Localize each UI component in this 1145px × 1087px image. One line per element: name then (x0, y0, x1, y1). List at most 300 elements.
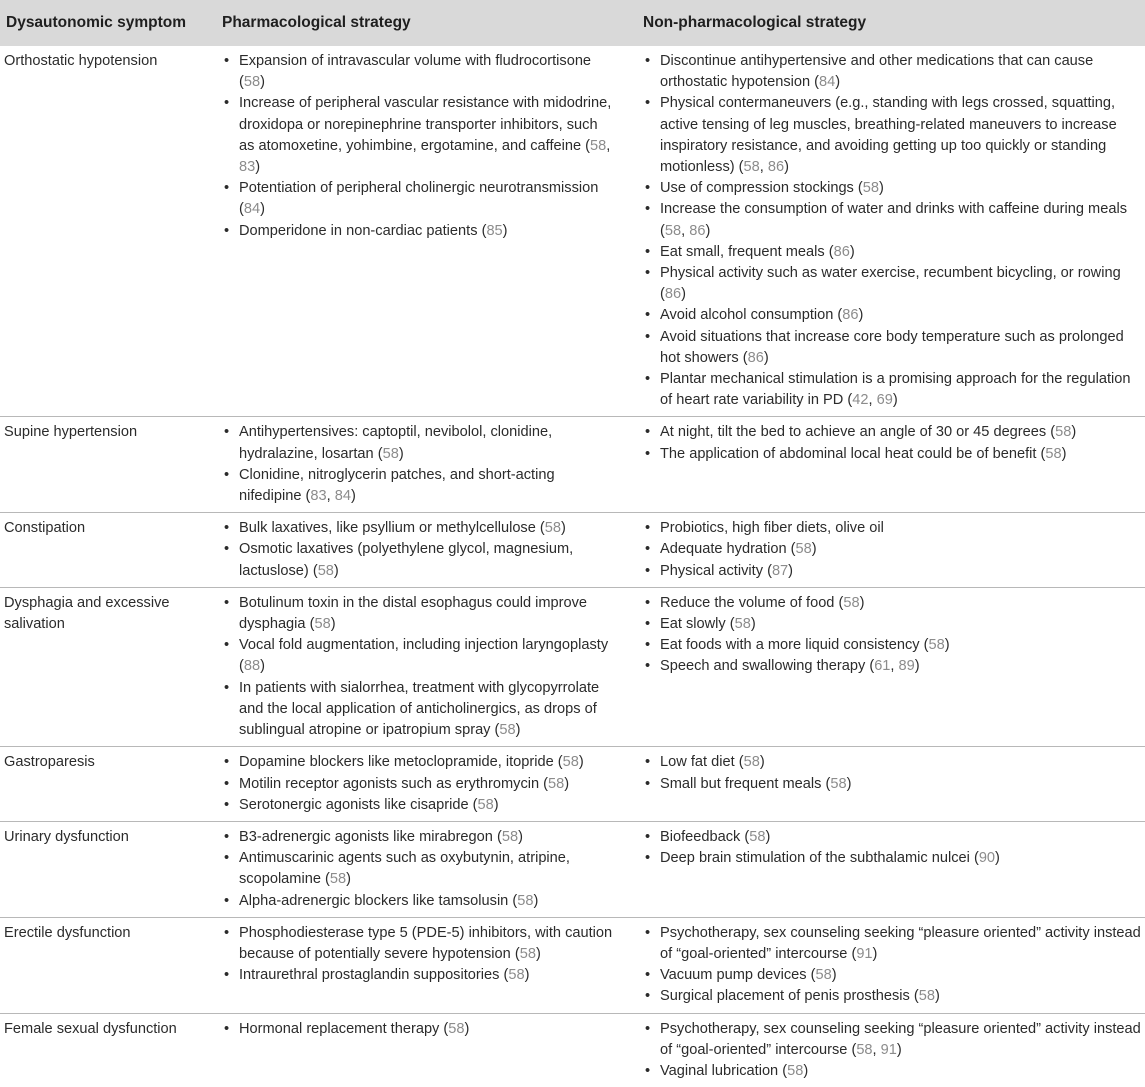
strategy-item (222, 827, 615, 848)
citation-link[interactable]: 58 (508, 967, 525, 984)
symptom-cell: Dysphagia and excessive salivation (4, 594, 170, 633)
strategy-item (643, 752, 1143, 773)
citation-link[interactable]: 58 (477, 796, 494, 813)
pharmacological-cell (222, 747, 643, 822)
ref-paren: ) (515, 722, 521, 739)
strategy-item (222, 593, 615, 635)
citation-link[interactable]: 58 (856, 1041, 873, 1058)
ref-paren: ( (782, 1062, 788, 1079)
table-row (0, 1013, 1145, 1087)
non-pharmacological-cell (643, 747, 1145, 822)
ref-paren: ) (330, 616, 336, 633)
ref-paren: ( (239, 201, 244, 218)
ref-paren: ) (1061, 445, 1067, 462)
strategy-text: Botulinum toxin in the distal esophagus could improve dysphagia (239, 594, 588, 633)
strategy-text: Surgical placement of penis prosthesis (660, 988, 914, 1005)
strategy-text: Increase the consumption of water and drinks with caffeine during meals (660, 201, 1127, 218)
citation-link[interactable]: 86 (767, 159, 785, 176)
citation-link[interactable]: 87 (771, 562, 789, 579)
strategy-item (643, 539, 1143, 560)
non-pharmacological-cell (643, 1013, 1145, 1087)
ref-paren: ) (892, 392, 898, 409)
symptom-cell: Erectile dysfunction (4, 924, 131, 941)
citation-link[interactable]: 84 (819, 74, 836, 91)
citation-link[interactable]: 58 (562, 754, 579, 771)
strategy-text: Potentiation of peripheral cholinergic neurotransmission (239, 180, 599, 197)
strategy-text: Osmotic laxatives (polyethylene glycol, magnesium, lactuslose) (239, 541, 574, 579)
strategy-text: Avoid situations that increase core body temperature such as prolonged hot showers (660, 328, 1124, 366)
header-row (0, 0, 1145, 46)
ref-paren: ( (857, 180, 863, 197)
ref-paren: ) (803, 1062, 809, 1079)
strategy-text: Plantar mechanical stimulation is a promising approach for the regulation of heart rate variability in PD (660, 371, 1131, 409)
strategy-text: Physical contermaneuvers (e.g., standing with legs crossed, squatting, active tensing of leg muscles, breathing-related maneuvers to increase inspiratory resistance, and avoiding getting up too quickly or standing motionless) (660, 95, 1117, 176)
citation-link[interactable]: 58 (749, 828, 766, 845)
ref-paren: ( (1050, 424, 1056, 441)
strategy-text: In patients with sialorrhea, treatment with glycopyrrolate and the local application of anticholinergics, as drops of sublingual atropine or ipatropium spray (239, 679, 600, 739)
pharmacological-cell (222, 46, 643, 417)
citation-link[interactable]: 58 (1045, 445, 1062, 462)
ref-paren: ) (346, 871, 351, 888)
ref-paren: ) (351, 488, 356, 505)
ref-paren: ( (377, 445, 383, 462)
strategy-text: Vaginal lubrication (660, 1062, 783, 1079)
strategy-item (222, 678, 615, 742)
strategy-text: Psychotherapy, sex counseling seeking “pleasure oriented” activity instead of “goal-oriented” intercourse (660, 1020, 1141, 1058)
citation-link[interactable]: 89 (898, 658, 915, 675)
citation-link[interactable]: 58 (519, 945, 536, 962)
strategy-item (643, 199, 1143, 241)
strategy-item (643, 1061, 1143, 1082)
ref-paren: ) (502, 222, 508, 239)
strategy-list (222, 518, 615, 582)
strategy-item (643, 93, 1143, 178)
strategy-list (643, 752, 1143, 794)
ref-paren: ( (1040, 445, 1046, 462)
strategy-text: Small but frequent meals (660, 775, 826, 792)
strategy-text: Vacuum pump devices (660, 967, 811, 984)
ref-paren: ( (851, 945, 857, 962)
strategy-item (643, 561, 1143, 582)
table-row (0, 417, 1145, 513)
ref-paren: ) (578, 754, 584, 771)
citation-link[interactable]: 58 (329, 871, 347, 888)
citation-link[interactable]: 58 (743, 754, 760, 771)
strategy-text: Avoid alcohol consumption (660, 307, 838, 324)
strategy-item (222, 635, 615, 677)
strategy-list (222, 827, 615, 912)
strategy-text: Physical activity (660, 562, 768, 579)
strategy-item (643, 614, 1143, 635)
strategy-list (222, 422, 615, 507)
strategy-item (222, 795, 615, 816)
ref-paren: ) (859, 594, 865, 611)
ref-paren: ) (398, 445, 404, 462)
citation-link[interactable]: 58 (862, 180, 880, 197)
ref-paren: ( (472, 796, 478, 813)
ref-paren: ( (790, 541, 796, 558)
strategy-item (643, 965, 1143, 986)
citation-link[interactable]: 58 (517, 892, 534, 909)
ref-paren: ) (518, 828, 523, 845)
strategy-item (222, 891, 615, 912)
symptom-cell: Urinary dysfunction (4, 828, 129, 845)
strategy-text: Clonidine, nitroglycerin patches, and short-acting nifedipine (239, 466, 555, 505)
table-row (0, 513, 1145, 588)
strategy-item (222, 178, 615, 220)
ref-paren: ( (543, 775, 549, 792)
ref-paren: ( (494, 722, 500, 739)
strategy-item (643, 827, 1143, 848)
strategy-item (643, 774, 1143, 795)
strategy-list (643, 827, 1143, 869)
ref-paren: ) (260, 74, 265, 91)
strategy-item (222, 923, 615, 965)
citation-link[interactable]: 86 (664, 286, 682, 303)
ref-paren: ( (443, 1020, 449, 1037)
strategy-text: Antimuscarinic agents such as oxybutynin, atripine, scopolamine (239, 850, 570, 888)
citation-link[interactable]: 88 (243, 658, 261, 675)
citation-link[interactable]: 86 (833, 243, 850, 260)
table-body (0, 46, 1145, 1087)
citation-link[interactable]: 58 (448, 1020, 465, 1037)
ref-paren: ) (535, 945, 541, 962)
strategy-text: Low fat diet (660, 754, 739, 771)
strategy-list (643, 923, 1143, 1008)
ref-paren: ) (849, 243, 855, 260)
strategy-item (643, 635, 1143, 656)
citation-link[interactable]: 91 (880, 1041, 897, 1058)
strategy-text: Speech and swallowing therapy (660, 658, 870, 675)
citation-link[interactable]: 86 (842, 307, 859, 324)
ref-paren: ) (846, 775, 852, 792)
strategy-item (222, 422, 615, 464)
strategy-list (222, 752, 615, 816)
ref-paren: ( (825, 775, 831, 792)
ref-paren: ( (869, 658, 875, 675)
ref-paren: ) (681, 286, 686, 303)
pharmacological-cell (222, 821, 643, 917)
citation-link[interactable]: 58 (743, 159, 760, 176)
ref-paren: ( (810, 967, 816, 984)
citation-link[interactable]: 91 (856, 945, 873, 962)
citation-link[interactable]: 84 (334, 488, 351, 505)
ref-paren: ( (305, 488, 311, 505)
strategy-item (643, 242, 1143, 263)
strategy-item (222, 518, 615, 539)
ref-paren: ) (524, 967, 530, 984)
ref-paren: ( (481, 222, 487, 239)
strategy-text: Alpha-adrenergic blockers like tamsolusin (239, 892, 513, 909)
ref-paren: ) (765, 828, 771, 845)
pharmacological-cell (222, 917, 643, 1013)
strategy-item (643, 848, 1143, 869)
strategy-text: Deep brain stimulation of the subthalamic nulcei (660, 850, 974, 867)
ref-paren: ( (539, 520, 545, 537)
citation-link[interactable]: 58 (548, 775, 565, 792)
ref-paren: ) (333, 562, 339, 579)
strategy-item (222, 1019, 615, 1040)
ref-paren: ( (847, 392, 853, 409)
strategy-text: Hormonal replacement therapy (239, 1020, 444, 1037)
strategy-text: Physical activity such as water exercise, recumbent bicycling, or rowing (660, 265, 1121, 282)
strategy-item (643, 593, 1143, 614)
ref-paren: ( (837, 307, 843, 324)
strategy-item (643, 327, 1143, 369)
strategy-item (643, 178, 1143, 199)
strategy-list (643, 51, 1143, 411)
strategy-item (222, 51, 615, 93)
ref-paren: ) (464, 1020, 470, 1037)
table-row (0, 587, 1145, 746)
ref-separator: , (868, 392, 877, 409)
ref-paren: ( (512, 892, 518, 909)
strategy-item (222, 752, 615, 773)
ref-paren: ) (872, 945, 878, 962)
ref-separator: , (890, 658, 899, 675)
citation-link[interactable]: 42 (852, 392, 869, 409)
strategy-item (222, 465, 615, 507)
ref-paren: ) (750, 616, 756, 633)
citation-link[interactable]: 58 (830, 775, 847, 792)
symptom-cell: Orthostatic hypotension (4, 53, 158, 69)
citation-link[interactable]: 58 (317, 562, 334, 579)
ref-paren: ) (564, 775, 570, 792)
ref-paren: ) (831, 967, 837, 984)
strategy-text: Dopamine blockers like metoclopramide, itopride (239, 754, 558, 771)
ref-paren: ( (744, 828, 750, 845)
pharmacological-cell (222, 587, 643, 746)
citation-link[interactable]: 85 (486, 222, 503, 239)
citation-link[interactable]: 58 (928, 637, 945, 654)
symptom-cell: Supine hypertension (4, 424, 138, 441)
strategy-text: B3-adrenergic agonists like mirabregon (239, 828, 497, 845)
strategy-list (222, 923, 615, 987)
ref-paren: ) (896, 1041, 902, 1058)
strategy-item (222, 965, 615, 986)
strategy-item (643, 263, 1143, 305)
strategy-text: Bulk laxatives, like psyllium or methylcellulose (239, 520, 540, 537)
citation-link[interactable]: 58 (918, 988, 936, 1005)
ref-paren: ) (858, 307, 864, 324)
ref-paren: ( (913, 988, 919, 1005)
ref-separator: , (872, 1041, 881, 1058)
strategy-list (643, 1019, 1143, 1083)
symptom-cell: Gastroparesis (4, 754, 95, 771)
strategy-text: Intraurethral prostaglandin suppositories (239, 967, 504, 984)
citation-link[interactable]: 58 (815, 967, 832, 984)
citation-link[interactable]: 58 (787, 1062, 804, 1079)
header-non-pharmacological: Non-pharmacological strategy (643, 14, 867, 31)
ref-paren: ( (585, 137, 591, 154)
non-pharmacological-cell (643, 513, 1145, 588)
citation-link[interactable]: 58 (664, 222, 682, 239)
citation-link[interactable]: 84 (243, 201, 261, 218)
citation-link[interactable]: 69 (876, 392, 893, 409)
citation-link[interactable]: 58 (734, 616, 751, 633)
table-row (0, 917, 1145, 1013)
ref-paren: ( (973, 850, 979, 867)
ref-paren: ) (759, 754, 765, 771)
non-pharmacological-cell (643, 821, 1145, 917)
pharmacological-cell (222, 417, 643, 513)
citation-link[interactable]: 58 (1055, 424, 1072, 441)
ref-paren: ) (788, 562, 794, 579)
strategy-item (643, 444, 1143, 465)
strategy-list (222, 51, 615, 242)
citation-link[interactable]: 58 (795, 541, 812, 558)
strategy-text: Phosphodiesterase type 5 (PDE-5) inhibitors, with caution because of potentially severe hypotension (239, 924, 613, 962)
citation-link[interactable]: 58 (590, 137, 607, 154)
ref-paren: ( (729, 616, 735, 633)
citation-link[interactable]: 83 (239, 159, 256, 176)
ref-paren: ( (503, 967, 509, 984)
ref-paren: ) (914, 658, 920, 675)
strategy-text: Motilin receptor agonists such as erythromycin (239, 775, 544, 792)
ref-paren: ( (514, 945, 520, 962)
strategy-text: Biofeedback (660, 828, 745, 845)
strategy-item (222, 93, 615, 178)
ref-paren: ( (828, 243, 834, 260)
strategy-item (222, 539, 615, 581)
ref-paren: ) (255, 159, 261, 176)
strategy-text: Reduce the volume of food (660, 594, 839, 611)
strategy-text: Psychotherapy, sex counseling seeking “pleasure oriented” activity instead of “goal-oriented” intercourse (660, 924, 1141, 962)
ref-paren: ( (742, 349, 748, 366)
ref-paren: ) (879, 180, 884, 197)
ref-paren: ) (493, 796, 499, 813)
strategy-text: Adequate hydration (660, 541, 791, 558)
table-header (0, 0, 1145, 46)
ref-paren: ( (814, 74, 820, 91)
ref-separator: , (681, 222, 690, 239)
ref-paren: ( (557, 754, 563, 771)
strategy-item (643, 518, 1143, 539)
ref-paren: ( (767, 562, 772, 579)
strategy-text: Increase of peripheral vascular resistance with midodrine, droxidopa or norepinephrine transporter inhibitors, such as atomoxetine, yohimbine, ergotamine, and caffeine (239, 95, 612, 154)
ref-paren: ) (260, 201, 265, 218)
ref-paren: ) (935, 988, 940, 1005)
ref-paren: ) (835, 74, 841, 91)
citation-link[interactable]: 58 (501, 828, 519, 845)
symptom-cell: Female sexual dysfunction (4, 1020, 177, 1037)
strategy-text: Domperidone in non-cardiac patients (239, 222, 482, 239)
citation-link[interactable]: 83 (310, 488, 327, 505)
strategy-list (643, 518, 1143, 582)
ref-paren: ( (309, 616, 315, 633)
non-pharmacological-cell (643, 417, 1145, 513)
table-row (0, 821, 1145, 917)
citation-link[interactable]: 86 (689, 222, 706, 239)
strategy-item (643, 986, 1143, 1007)
strategy-text: Antihypertensives: captoptil, nevibolol, clonidine, hydralazine, losartan (239, 424, 553, 462)
strategy-item (643, 923, 1143, 965)
ref-paren: ( (660, 286, 665, 303)
ref-paren: ( (239, 658, 244, 675)
strategy-list (643, 422, 1143, 464)
ref-paren: ( (239, 74, 244, 91)
header-symptom: Dysautonomic symptom (6, 14, 187, 31)
strategy-text: Eat foods with a more liquid consistency (660, 637, 924, 654)
ref-paren: ) (784, 159, 789, 176)
header-pharmacological: Pharmacological strategy (222, 14, 411, 31)
ref-paren: ) (533, 892, 539, 909)
strategy-text: Use of compression stockings (660, 180, 858, 197)
strategy-text: Eat slowly (660, 616, 730, 633)
citation-link[interactable]: 61 (874, 658, 891, 675)
strategy-text: Vocal fold augmentation, including injection laryngoplasty (239, 637, 609, 654)
non-pharmacological-cell (643, 917, 1145, 1013)
ref-paren: ( (838, 594, 844, 611)
strategy-item (643, 422, 1143, 443)
strategy-item (643, 369, 1143, 411)
strategy-text: Serotonergic agonists like cisapride (239, 796, 473, 813)
strategy-item (222, 221, 615, 242)
ref-paren: ( (312, 562, 318, 579)
strategy-item (643, 51, 1143, 93)
ref-paren: ) (763, 349, 769, 366)
ref-paren: ( (923, 637, 929, 654)
strategy-text: Eat small, frequent meals (660, 243, 829, 260)
ref-paren: ) (811, 541, 817, 558)
strategy-text: Discontinue antihypertensive and other medications that can cause orthostatic hypotension (660, 53, 1094, 91)
strategy-item (222, 848, 615, 890)
ref-paren: ( (851, 1041, 857, 1058)
ref-paren: ( (496, 828, 502, 845)
ref-paren: ) (944, 637, 950, 654)
citation-link[interactable]: 58 (843, 594, 860, 611)
ref-paren: ) (705, 222, 711, 239)
citation-link[interactable]: 58 (243, 74, 261, 91)
strategy-text: Expansion of intravascular volume with fludrocortisone (239, 53, 592, 69)
citation-link[interactable]: 58 (544, 520, 562, 537)
strategy-text: The application of abdominal local heat could be of benefit (660, 445, 1041, 462)
ref-paren: ( (325, 871, 330, 888)
citation-link[interactable]: 58 (499, 722, 516, 739)
citation-link[interactable]: 58 (382, 445, 399, 462)
non-pharmacological-cell (643, 46, 1145, 417)
ref-paren: ( (660, 222, 665, 239)
ref-paren: ) (995, 850, 1000, 867)
symptom-cell: Constipation (4, 520, 86, 537)
strategy-text: At night, tilt the bed to achieve an angle of 30 or 45 degrees (660, 424, 1051, 441)
strategy-item (643, 1019, 1143, 1061)
ref-paren: ) (260, 658, 265, 675)
strategy-item (643, 305, 1143, 326)
ref-paren: ) (561, 520, 566, 537)
ref-separator: , (759, 159, 768, 176)
ref-paren: ) (1071, 424, 1077, 441)
ref-paren: ( (738, 159, 744, 176)
table-row (0, 747, 1145, 822)
strategy-text: Probiotics, high fiber diets, olive oil (660, 520, 884, 537)
citation-link[interactable]: 58 (314, 616, 331, 633)
strategy-item (643, 656, 1143, 677)
strategy-list (222, 593, 615, 741)
strategy-list (222, 1019, 615, 1040)
pharmacological-cell (222, 1013, 643, 1087)
pharmacological-cell (222, 513, 643, 588)
ref-separator: , (606, 137, 611, 154)
table-row (0, 46, 1145, 417)
strategy-item (222, 774, 615, 795)
ref-paren: ( (738, 754, 744, 771)
non-pharmacological-cell (643, 587, 1145, 746)
citation-link[interactable]: 86 (747, 349, 764, 366)
citation-link[interactable]: 90 (978, 850, 996, 867)
ref-separator: , (326, 488, 335, 505)
strategy-list (643, 593, 1143, 678)
